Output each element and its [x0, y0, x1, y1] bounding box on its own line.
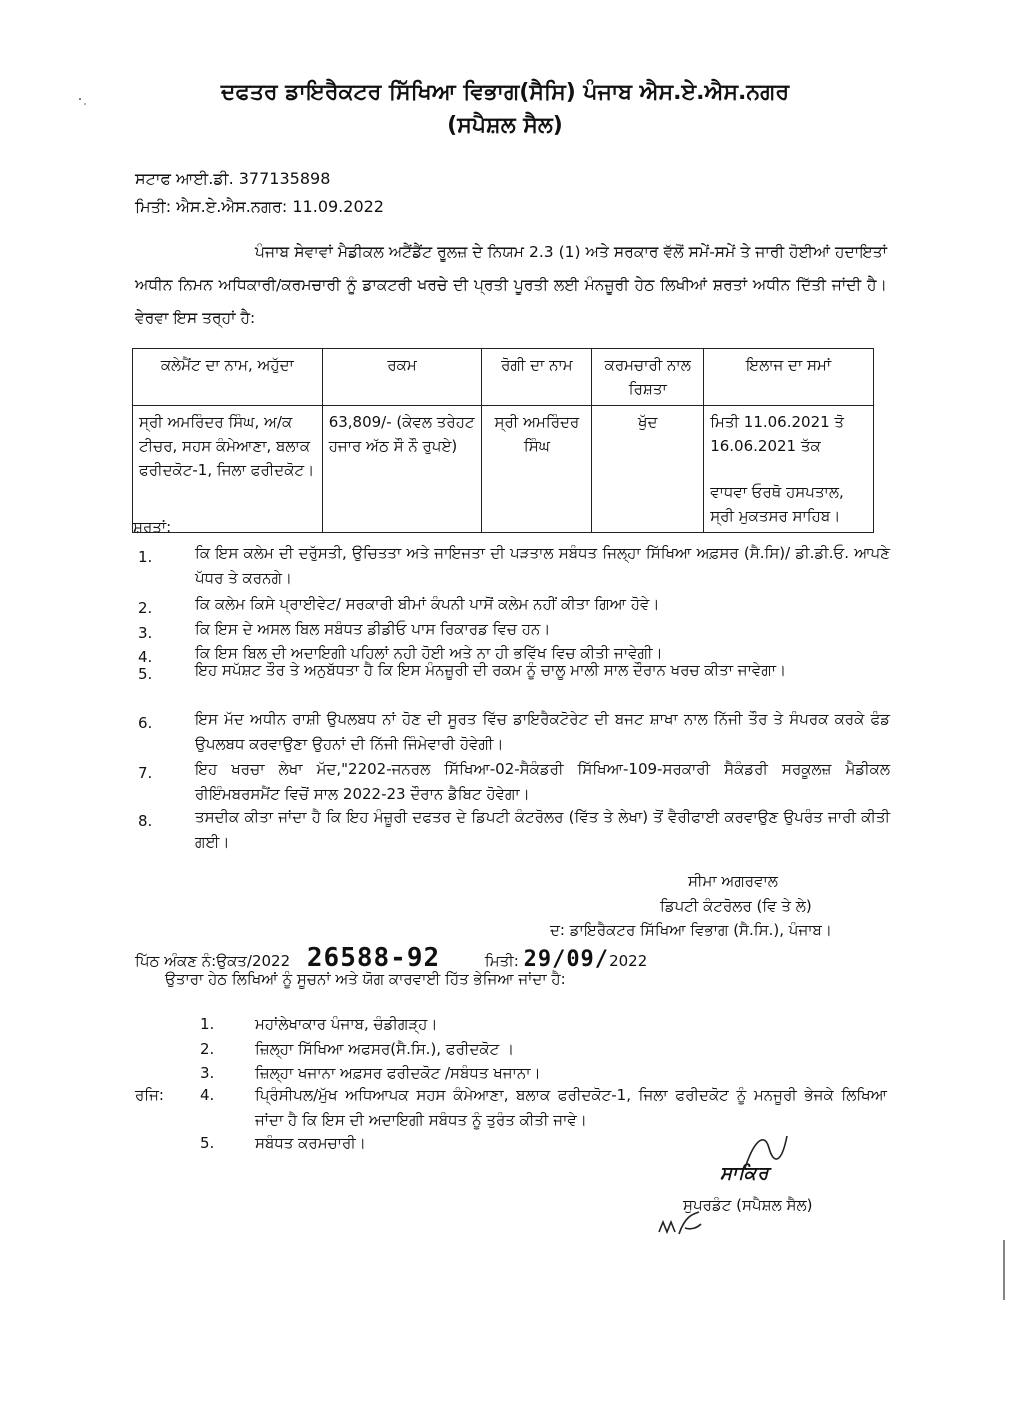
office-subtitle: (ਸਪੈਸ਼ਲ ਸੈਲ) [447, 113, 563, 138]
condition-item [138, 541, 890, 591]
endorsement-date-label: ਮਿਤੀ: [484, 952, 519, 970]
header-relation: ਕਰਮਚਾਰੀ ਨਾਲ ਰਿਸ਼ਤਾ [592, 349, 704, 406]
claim-table [132, 348, 874, 533]
signatory-office: ਦ: ਡਾਇਰੈਕਟਰ ਸਿੱਖਿਆ ਵਿਭਾਗ (ਸੈ.ਸਿ.), ਪੰਜਾਬ। [550, 921, 833, 939]
distribution-item [135, 1083, 887, 1133]
header-patient: ਰੋਗੀ ਦਾ ਨਾਮ [482, 349, 592, 406]
office-title: ਦਫਤਰ ਡਾਇਰੈਕਟਰ ਸਿੱਖਿਆ ਵਿਭਾਗ(ਸੈਸਿ) ਪੰਜਾਬ ਐਸ.ਏ.ਐਸ.ਨਗਰ [220, 80, 790, 105]
condition-number: 3. [138, 624, 153, 642]
endorsement-line [135, 943, 647, 973]
signatory-designation: ਡਿਪਟੀ ਕੰਟਰੋਲਰ (ਵਿ ਤੇ ਲੇ) [660, 897, 812, 915]
header-treatment-period: ਇਲਾਜ ਦਾ ਸਮਾਂ [704, 349, 874, 406]
table-row [133, 406, 874, 533]
signatory-name: ਸੀਮਾ ਅਗਰਵਾਲ [688, 872, 778, 890]
condition-number: 2. [138, 599, 153, 617]
condition-item [138, 707, 890, 757]
treatment-hospital: ਵਾਧਵਾ ਓਰਥੋ ਹਸਪਤਾਲ, ਸ੍ਰੀ ਮੁਕਤਸਰ ਸਾਹਿਬ। [710, 483, 844, 525]
condition-text: ਇਹ ਖਰਚਾ ਲੇਖਾ ਮੱਦ,"2202-ਜਨਰਲ ਸਿੱਖਿਆ-02-ਸੈਕੰਡਰੀ ਸਿੱਖਿਆ-109-ਸਰਕਾਰੀ ਸੈਕੰਡਰੀ ਸਰਕੂਲਜ਼ ਮੈਡੀਕਲ ਰੀਇੰਮਬਰਸਮੈਂਟ ਵਿਚੋਂ ਸਾਲ 2022-23 ਦੌਰਾਨ ਡੈਬਿਟ ਹੋਵੇਗਾ। [195, 760, 890, 803]
distribution-number: 4. [200, 1086, 215, 1104]
condition-number: 6. [138, 714, 153, 732]
condition-item [138, 805, 890, 855]
condition-item [138, 617, 890, 642]
header-claimant: ਕਲੇਮੈਂਟ ਦਾ ਨਾਮ, ਅਹੁੱਦਾ [133, 349, 323, 406]
cell-claimant: ਸ੍ਰੀ ਅਮਰਿੰਦਰ ਸਿੰਘ, ਅ/ਕ ਟੀਚਰ, ਸਹਸ ਕੰਮੇਆਣਾ, ਬਲਾਕ ਫਰੀਦਕੋਟ-1, ਜਿਲਾ ਫਰੀਦਕੋਟ। [133, 406, 323, 533]
distribution-item [135, 1012, 887, 1037]
superintendent-signature: ਸਾਕਿਰ [720, 1163, 770, 1184]
distribution-text: ਜ਼ਿਲ੍ਹਾ ਖਜਾਨਾ ਅਫ਼ਸਰ ਫਰੀਦਕੋਟ /ਸਬੰਧਤ ਖਜਾਨਾ। [255, 1064, 541, 1082]
cell-amount: 63,809/- (ਕੇਵਲ ਤਰੇਹਟ ਹਜਾਰ ਅੱਠ ਸੌ ਨੌ ਰੁਪਏ) [322, 406, 482, 533]
condition-text: ਕਿ ਇਸ ਦੇ ਅਸਲ ਬਿਲ ਸਬੰਧਤ ਡੀਡੀਓ ਪਾਸ ਰਿਕਾਰਡ ਵਿਚ ਹਨ। [195, 620, 551, 638]
condition-text: ਕਿ ਇਸ ਕਲੇਮ ਦੀ ਦਰੁੱਸਤੀ, ਉਚਿਤਤਾ ਅਤੇ ਜਾਇਜਤਾ ਦੀ ਪੜਤਾਲ ਸਬੰਧਤ ਜਿਲ੍ਹਾ ਸਿੱਖਿਆ ਅਫ਼ਸਰ (ਸੈ.ਸਿ)/ ਡੀ.ਡੀ.ਓ. ਆਪਣੇ ਪੱਧਰ ਤੇ ਕਰਨਗੇ। [195, 544, 890, 587]
intro-paragraph: ਪੰਜਾਬ ਸੇਵਾਵਾਂ ਮੈਡੀਕਲ ਅਟੈਂਡੈਂਟ ਰੂਲਜ਼ ਦੇ ਨਿਯਮ 2.3 (1) ਅਤੇ ਸਰਕਾਰ ਵੱਲੋਂ ਸਮੇਂ-ਸਮੇਂ ਤੇ ਜਾਰੀ ਹੋਈਆਂ ਹਦਾਇਤਾਂ ਅਧੀਨ ਨਿਮਨ ਅਧਿਕਾਰੀ/ਕਰਮਚਾਰੀ ਨੂੰ ਡਾਕਟਰੀ ਖਰਚੇ ਦੀ ਪ੍ਰਤੀ ਪੂਰਤੀ ਲਈ ਮੰਨਜ਼ੂਰੀ ਹੇਠ ਲਿਖੀਆਂ ਸ਼ਰਤਾਂ ਅਧੀਨ ਦਿੱਤੀ ਜਾਂਦੀ ਹੈ। ਵੇਰਵਾ ਇਸ ਤਰ੍ਹਾਂ ਹੈ: [135, 243, 887, 327]
claim-table-header-row [133, 349, 874, 406]
distribution-item [135, 1037, 887, 1062]
distribution-text: ਸਬੰਧਤ ਕਰਮਚਾਰੀ। [255, 1134, 366, 1152]
initials-mark-icon [655, 1208, 705, 1240]
signature-flourish-icon [735, 1128, 795, 1172]
endorsement-date-handwritten: 29/09/ [523, 947, 610, 972]
condition-item [138, 592, 890, 617]
distribution-number: 1. [200, 1015, 215, 1033]
condition-number: 5. [138, 665, 153, 683]
distribution-text: ਪ੍ਰਿੰਸੀਪਲ/ਮੁੱਖ ਅਧਿਆਪਕ ਸਹਸ ਕੰਮੇਆਣਾ, ਬਲਾਕ ਫਰੀਦਕੋਟ-1, ਜਿਲਾ ਫਰੀਦਕੋਟ ਨੂੰ ਮਨਜੂਰੀ ਭੇਜਕੇ ਲਿਖਿਆ ਜਾਂਦਾ ਹੈ ਕਿ ਇਸ ਦੀ ਅਦਾਇਗੀ ਸਬੰਧਤ ਨੂੰ ਤੁਰੰਤ ਕੀਤੀ ਜਾਵੇ। [255, 1086, 887, 1129]
condition-number: 1. [138, 548, 153, 566]
treatment-dates: ਮਿਤੀ 11.06.2021 ਤੋ 16.06.2021 ਤੱਕ [710, 413, 845, 455]
distribution-number: 2. [200, 1040, 215, 1058]
distribution-number: 3. [200, 1064, 215, 1082]
condition-number: 8. [138, 812, 153, 830]
cell-patient: ਸ੍ਰੀ ਅਮਰਿੰਦਰ ਸਿੰਘ [482, 406, 592, 533]
header-amount: ਰਕਮ [322, 349, 482, 406]
cell-relation: ਖੁੱਦ [592, 406, 704, 533]
condition-number: 4. [138, 648, 153, 666]
forward-text: ਉਤਾਰਾ ਹੇਠ ਲਿਖਿਆਂ ਨੂੰ ਸੂਚਨਾਂ ਅਤੇ ਯੋਗ ਕਾਰਵਾਈ ਹਿੱਤ ਭੇਜਿਆ ਜਾਂਦਾ ਹੈ: [165, 970, 566, 988]
distribution-number: 5. [200, 1134, 215, 1152]
condition-text: ਇਸ ਮੱਦ ਅਧੀਨ ਰਾਸ਼ੀ ਉਪਲਬਧ ਨਾਂ ਹੋਣ ਦੀ ਸੂਰਤ ਵਿੱਚ ਡਾਇਰੈਕਟੋਰੇਟ ਦੀ ਬਜਟ ਸ਼ਾਖਾ ਨਾਲ ਨਿੱਜੀ ਤੌਰ ਤੇ ਸੰਪਰਕ ਕਰਕੇ ਫੰਡ ਉਪਲਬਧ ਕਰਵਾਉਣਾ ਉਹਨਾਂ ਦੀ ਨਿੱਜੀ ਜਿੰਮੇਵਾਰੀ ਹੋਵੇਗੀ। [195, 710, 890, 753]
condition-text: ਤਸਦੀਕ ਕੀਤਾ ਜਾਂਦਾ ਹੈ ਕਿ ਇਹ ਮੰਜ਼ੂਰੀ ਦਫਤਰ ਦੇ ਡਿਪਟੀ ਕੰਟਰੋਲਰ (ਵਿੱਤ ਤੇ ਲੇਖਾ) ਤੋਂ ਵੈਰੀਫਾਈ ਕਰਵਾਉਣ ਉਪਰੰਤ ਜਾਰੀ ਕੀਤੀ ਗਈ। [195, 808, 890, 851]
condition-item [138, 757, 890, 807]
condition-text: ਕਿ ਇਸ ਬਿਲ ਦੀ ਅਦਾਇਗੀ ਪਹਿਲਾਂ ਨਹੀ ਹੋਈ ਅਤੇ ਨਾ ਹੀ ਭਵਿੱਖ ਵਿਚ ਕੀਤੀ ਜਾਵੇਗੀ। [195, 644, 663, 662]
distribution-text: ਜ਼ਿਲ੍ਹਾ ਸਿੱਖਿਆ ਅਫਸਰ(ਸੈ.ਸਿ.), ਫਰੀਦਕੋਟ । [255, 1040, 515, 1058]
superintendent-designation: ਸੁਪਰਡੰਟ (ਸਪੈਸ਼ਲ ਸੈਲ) [683, 1196, 813, 1214]
issue-date: ਮਿਤੀ: ਐਸ.ਏ.ਐਸ.ਨਗਰ: 11.09.2022 [135, 197, 384, 216]
staff-id: ਸਟਾਫ ਆਈ.ਡੀ. 377135898 [135, 169, 331, 188]
condition-item [138, 658, 890, 683]
conditions-heading: ਸ਼ਰਤਾਂ: [133, 518, 172, 536]
endorsement-number-handwritten: 26588-92 [306, 943, 441, 973]
distribution-text: ਮਹਾਂਲੇਖਾਕਾਰ ਪੰਜਾਬ, ਚੰਡੀਗੜ੍ਹ। [255, 1015, 438, 1033]
condition-text: ਇਹ ਸਪੱਸ਼ਟ ਤੌਰ ਤੇ ਅਨੁਬੱਧਤਾ ਹੈ ਕਿ ਇਸ ਮੰਨਜ਼ੂਰੀ ਦੀ ਰਕਮ ਨੂੰ ਚਾਲੂ ਮਾਲੀ ਸਾਲ ਦੌਰਾਨ ਖਰਚ ਕੀਤਾ ਜਾਵੇਗਾ। [195, 661, 787, 679]
endorsement-date-year: 2022 [609, 952, 648, 970]
cell-treatment-period [704, 406, 874, 533]
registered-label: ਰਜਿ: [135, 1086, 164, 1104]
condition-text: ਕਿ ਕਲੇਮ ਕਿਸੇ ਪ੍ਰਾਈਵੇਟ/ ਸਰਕਾਰੀ ਬੀਮਾਂ ਕੰਪਨੀ ਪਾਸੋਂ ਕਲੇਮ ਨਹੀਂ ਕੀਤਾ ਗਿਆ ਹੋਵੇ। [195, 595, 660, 613]
endorsement-prefix: ਪਿੱਠ ਅੰਕਣ ਨੰ:ਉਕਤ/2022 [135, 952, 291, 970]
scan-speck-icon [76, 95, 90, 109]
scan-edge-line-icon [1002, 1240, 1006, 1300]
condition-number: 7. [138, 764, 153, 782]
